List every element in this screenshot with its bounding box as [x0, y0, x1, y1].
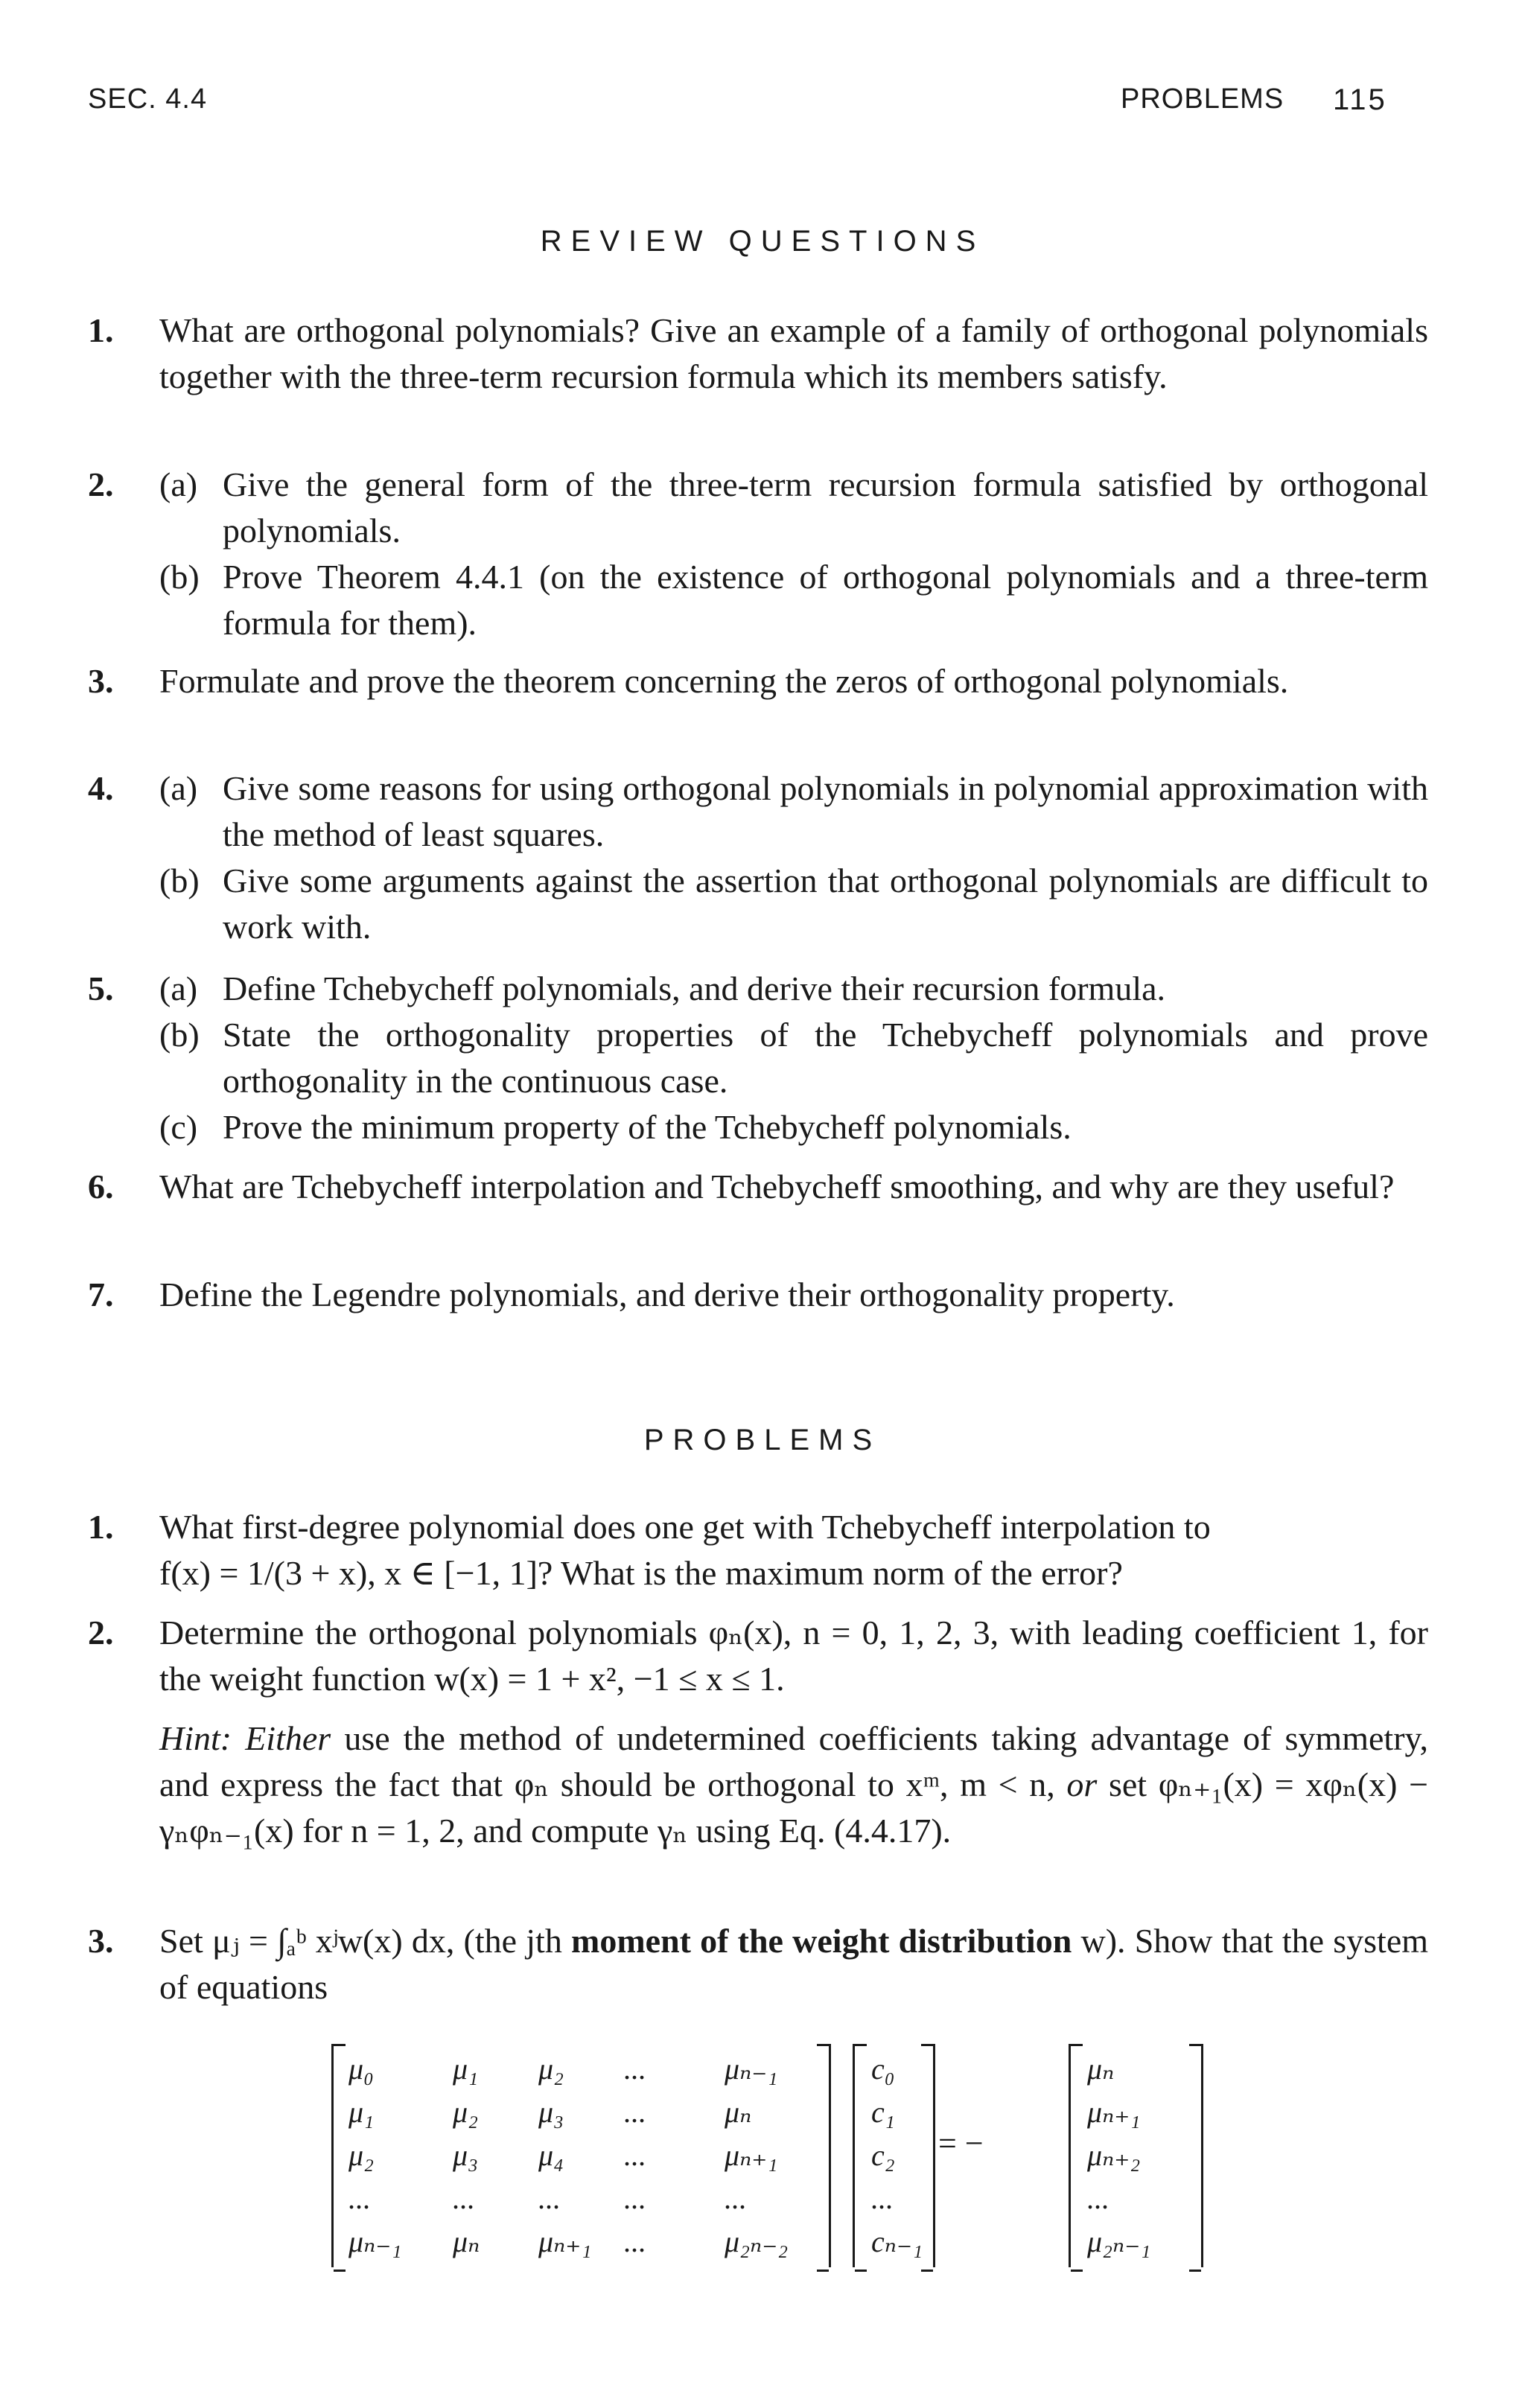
moment-matrix — [331, 2044, 831, 2267]
review-question-6 — [88, 1164, 1428, 1210]
matrix-cell: μ₂ — [453, 2095, 478, 2129]
question-number: 1. — [88, 311, 114, 349]
problem-number: 1. — [88, 1508, 114, 1546]
subquestion-4a: (a) Give some reasons for using orthogonal polynomials in polynomial approximation with the method of least squares. — [159, 769, 1428, 853]
vector-cell: ... — [871, 2182, 894, 2215]
vector-cell: cₙ₋₁ — [871, 2225, 923, 2258]
matrix-cell: ... — [624, 2225, 646, 2258]
matrix-cell: ... — [624, 2052, 646, 2086]
question-number: 2. — [88, 465, 114, 503]
question-text: What are orthogonal polynomials? Give an example of a family of orthogonal polynomials together with the three-term recursion formula which its members satisfy. — [159, 311, 1428, 395]
matrix-cell: μ₁ — [453, 2052, 478, 2086]
matrix-cell: ... — [624, 2182, 646, 2215]
matrix-cell: μₙ₋₁ — [725, 2052, 778, 2086]
page-number: 115 — [1333, 83, 1387, 116]
subquestion-5c: (c) Prove the minimum property of the Tchebycheff polynomials. — [159, 1108, 1072, 1146]
matrix-cell: μₙ — [725, 2095, 752, 2129]
matrix-cell: ... — [453, 2182, 475, 2215]
matrix-cell: μ₀ — [348, 2052, 374, 2086]
question-number: 3. — [88, 662, 114, 700]
vector-cell: c₀ — [871, 2052, 895, 2086]
problem-text: Determine the orthogonal polynomials φₙ(x), n = 0, 1, 2, 3, with leading coefficient 1, for the weight function w(x) = 1 + x², −1 ≤ x ≤ 1. — [159, 1614, 1428, 1698]
subquestion-2a: (a) Give the general form of the three-term recursion formula satisfied by orthogonal polynomials. — [159, 465, 1428, 550]
review-question-4 — [88, 765, 1428, 950]
section-label: SEC. 4.4 — [88, 83, 208, 115]
matrix-cell: μ₂ — [538, 2052, 564, 2086]
question-number: 6. — [88, 1168, 114, 1205]
matrix-cell: μₙ₊₁ — [725, 2138, 778, 2172]
matrix-cell: ... — [348, 2182, 371, 2215]
moment-matrix-equation — [331, 2044, 1203, 2267]
matrix-cell: μ₄ — [538, 2138, 564, 2172]
moment-term: moment of the weight distribution — [571, 1922, 1072, 1960]
equals-minus-sign: = − — [938, 2125, 984, 2162]
review-question-7 — [88, 1272, 1428, 1318]
vector-cell: c₁ — [871, 2095, 895, 2129]
matrix-cell: ... — [624, 2138, 646, 2172]
vector-cell: c₂ — [871, 2138, 895, 2172]
matrix-cell: μ₁ — [348, 2095, 374, 2129]
question-number: 7. — [88, 1275, 114, 1313]
hint-label: Hint: Either — [159, 1719, 331, 1757]
review-question-5 — [88, 966, 1428, 1150]
problem-text: What first-degree polynomial does one get with Tchebycheff interpolation to — [159, 1508, 1211, 1546]
matrix-cell: μ₂ — [348, 2138, 374, 2172]
problem-number: 3. — [88, 1922, 114, 1960]
coefficient-vector — [853, 2044, 935, 2267]
question-number: 5. — [88, 969, 114, 1007]
matrix-cell: μ₃ — [538, 2095, 564, 2129]
problem-1 — [88, 1504, 1428, 1596]
vector-cell: ... — [1087, 2182, 1109, 2215]
question-number: 4. — [88, 769, 114, 807]
matrix-cell: ... — [538, 2182, 561, 2215]
review-question-3 — [88, 658, 1428, 704]
matrix-cell: ... — [624, 2095, 646, 2129]
matrix-cell: μₙ₋₁ — [348, 2225, 402, 2258]
matrix-cell: μₙ — [453, 2225, 480, 2258]
running-title: PROBLEMS — [1121, 83, 1284, 115]
subquestion-5a: (a) Define Tchebycheff polynomials, and derive their recursion formula. — [159, 969, 1166, 1007]
problem-hint: Hint: Either use the method of undetermined coefficients taking advantage of symmetry, and express the fact that φₙ should be orthogonal to xᵐ, m < n, or set φₙ₊₁(x) = xφₙ(x) − γₙφₙ₋₁(x) for n = 1, 2, and compute γₙ using Eq. (4.4.17). — [159, 1719, 1429, 1850]
matrix-cell: μₙ₊₁ — [538, 2225, 592, 2258]
review-questions-title: REVIEW QUESTIONS — [540, 225, 985, 258]
subquestion-5b: (b) State the orthogonality properties of the Tchebycheff polynomials and prove orthogonality in the continuous case. — [159, 1016, 1428, 1100]
problem-2 — [88, 1610, 1428, 1854]
subquestion-4b: (b) Give some arguments against the assertion that orthogonal polynomials are difficult to work with. — [159, 861, 1428, 946]
question-text: Define the Legendre polynomials, and derive their orthogonality property. — [159, 1275, 1175, 1313]
vector-cell: μₙ₊₂ — [1087, 2138, 1141, 2172]
subquestion-2b: (b) Prove Theorem 4.4.1 (on the existence of orthogonal polynomials and a three-term formula for them). — [159, 558, 1428, 642]
problem-3 — [88, 1918, 1428, 2010]
vector-cell: μₙ₊₁ — [1087, 2095, 1141, 2129]
rhs-vector — [1069, 2044, 1203, 2267]
vector-cell: μ₂ₙ₋₁ — [1087, 2225, 1151, 2258]
problem-number: 2. — [88, 1614, 114, 1651]
matrix-cell: ... — [725, 2182, 747, 2215]
problem-formula: f(x) = 1/(3 + x), x ∈ [−1, 1]? What is the maximum norm of the error? — [159, 1554, 1123, 1592]
review-question-1 — [88, 308, 1428, 400]
matrix-cell: μ₃ — [453, 2138, 478, 2172]
problem-text: Set μⱼ = ∫ₐᵇ xʲw(x) dx, (the jth moment of the weight distribution w). Show that the system of equations — [159, 1922, 1429, 2006]
review-question-2 — [88, 462, 1428, 646]
problems-title: PROBLEMS — [643, 1424, 882, 1456]
vector-cell: μₙ — [1087, 2052, 1115, 2086]
question-text: What are Tchebycheff interpolation and Tchebycheff smoothing, and why are they useful? — [159, 1168, 1395, 1205]
matrix-cell: μ₂ₙ₋₂ — [725, 2225, 789, 2258]
question-text: Formulate and prove the theorem concerning the zeros of orthogonal polynomials. — [159, 662, 1289, 700]
